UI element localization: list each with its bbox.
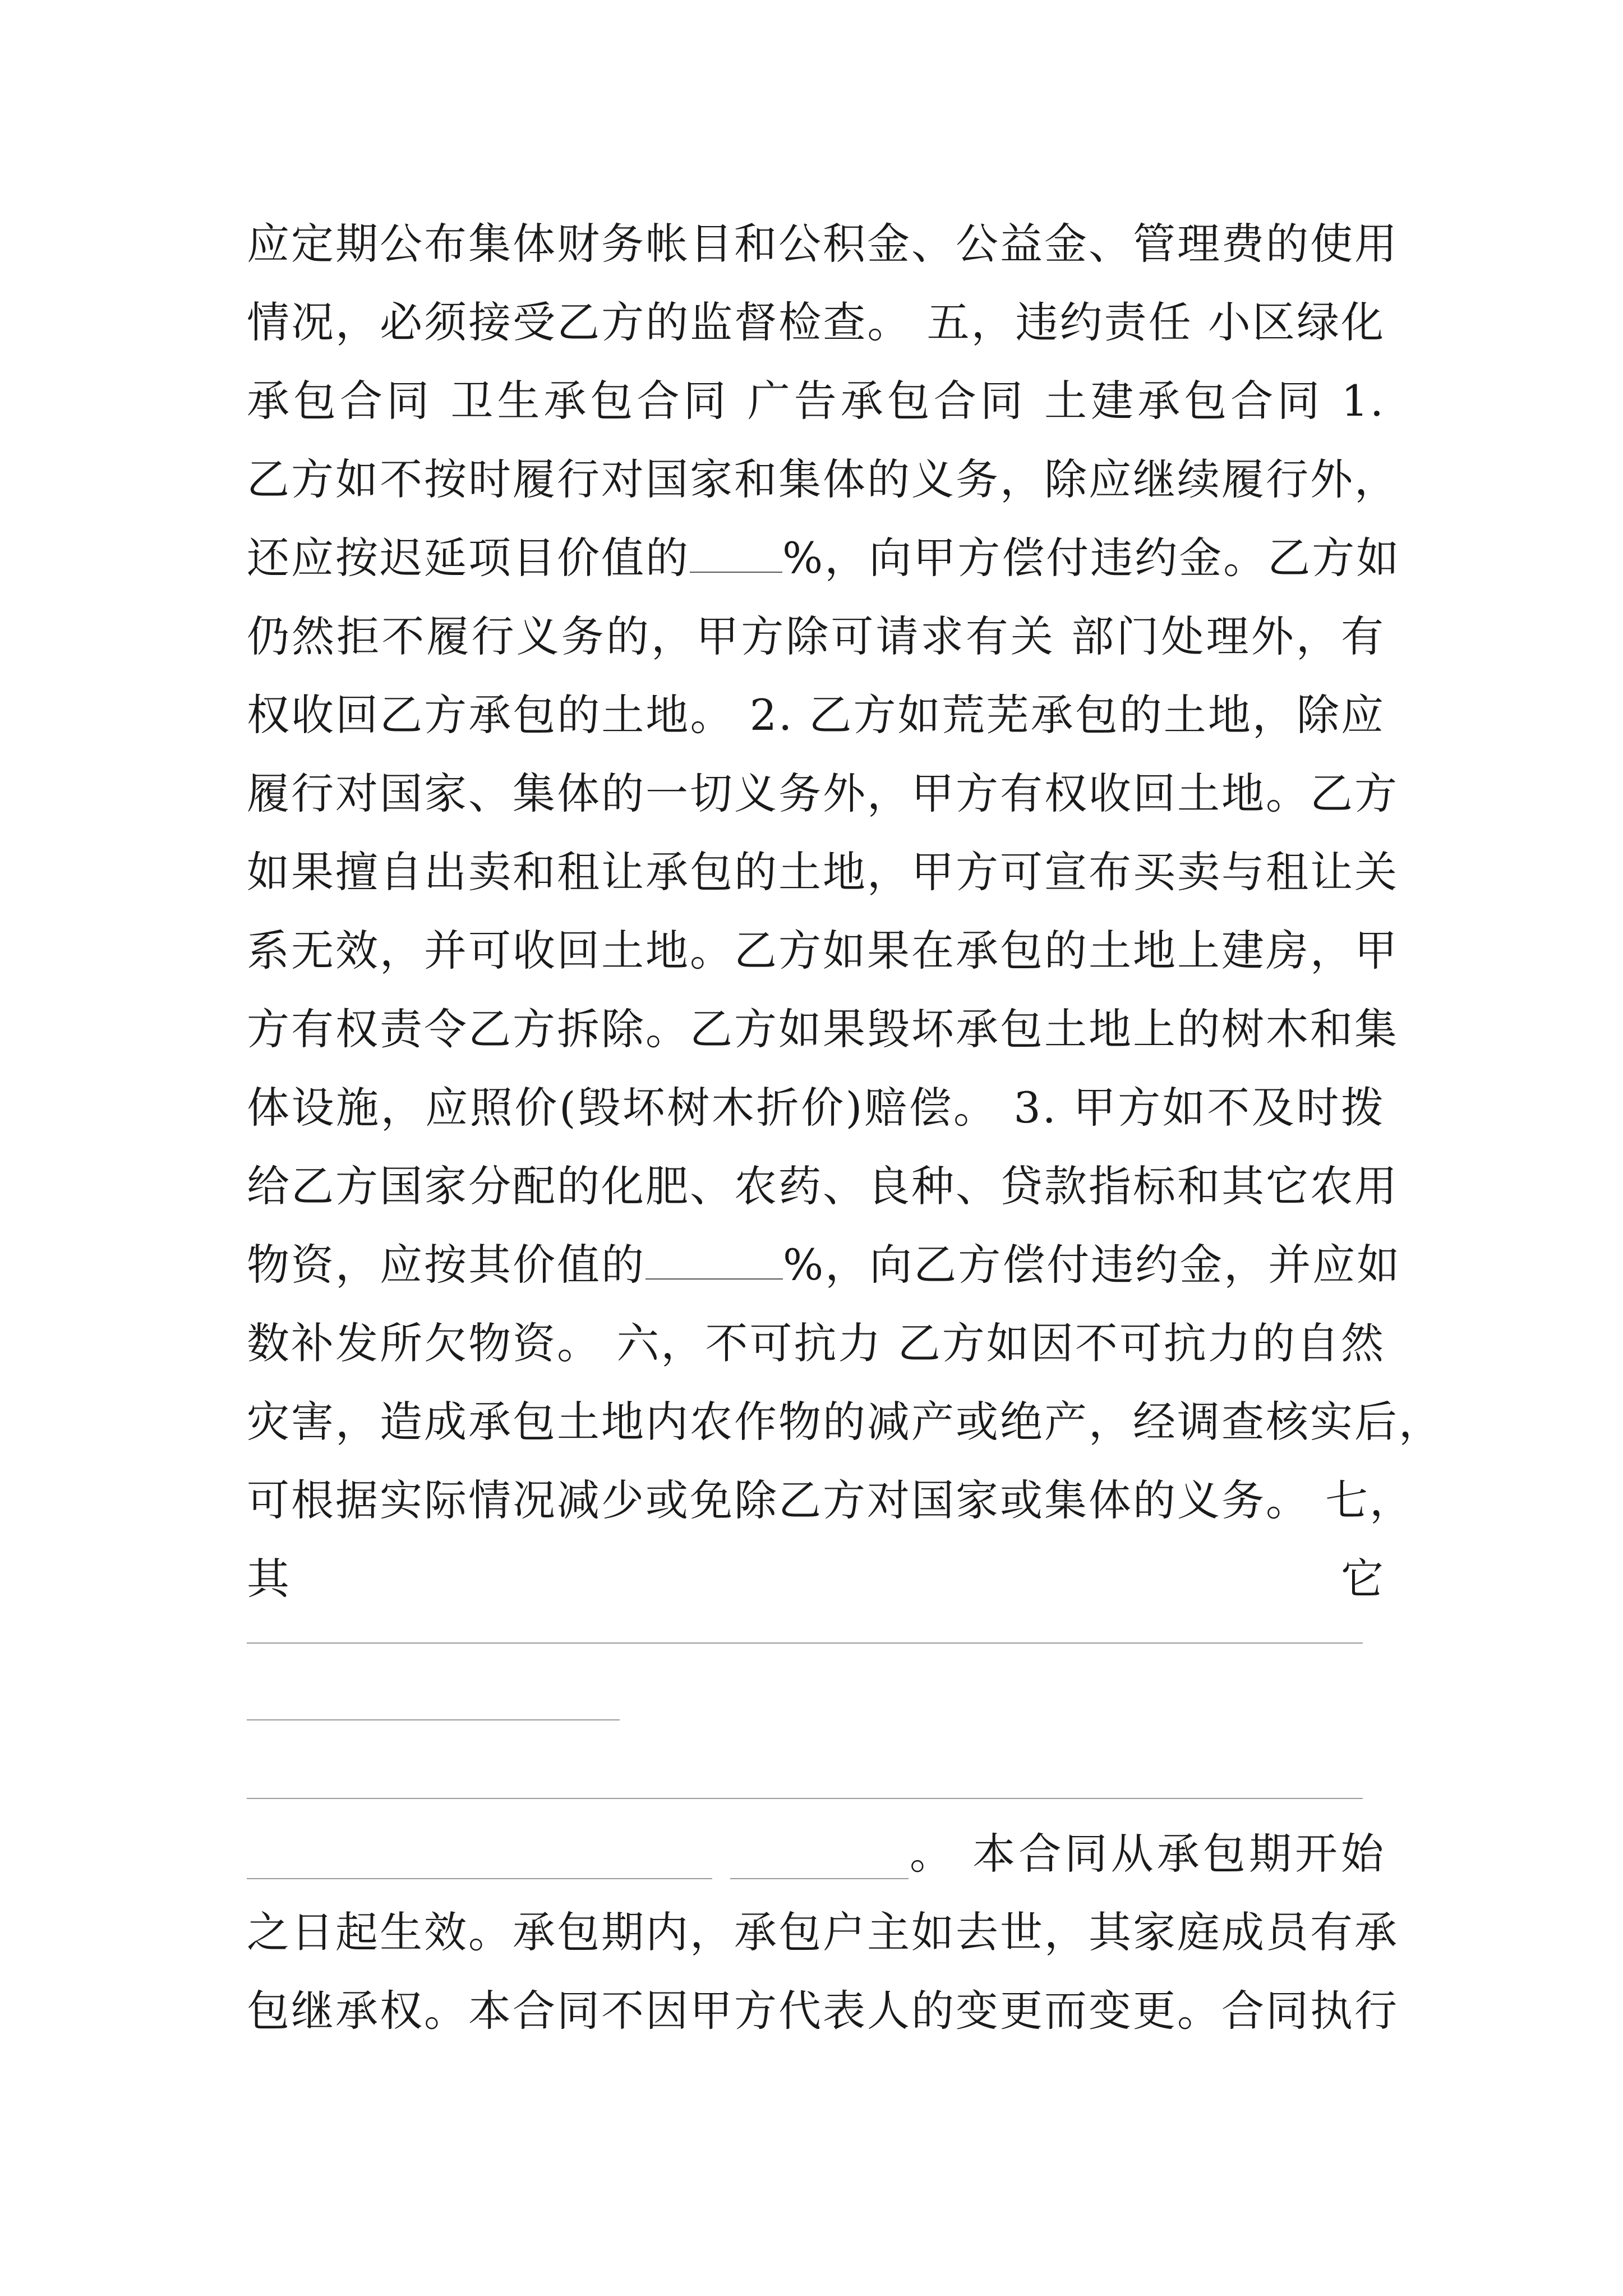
text-segment: 还应按迟延项目价值的 (247, 533, 690, 583)
fill-in-line (730, 1878, 909, 1879)
text-segment: %，向乙方偿付违约金，并应如 (783, 1240, 1401, 1290)
text-segment: 其 (247, 1554, 291, 1604)
text-line: 方有权责令乙方拆除。乙方如果毁坏承包土地上的树木和集 (247, 1004, 1399, 1054)
fill-in-line (247, 1719, 620, 1720)
text-line: 如果擅自出卖和租让承包的土地，甲方可宣布买卖与租让关 (247, 847, 1399, 897)
text-line: 。 本合同从承包期开始 (910, 1829, 1385, 1879)
text-line: 包继承权。本合同不因甲方代表人的变更而变更。合同执行 (247, 1986, 1399, 2036)
fill-in-line (247, 1798, 1363, 1799)
text-line: 之日起生效。承包期内，承包户主如去世，其家庭成员有承 (247, 1907, 1399, 1957)
text-segment: 物资，应按其价值的 (247, 1240, 645, 1290)
text-line: 灾害，造成承包土地内农作物的减产或绝产，经调查核实后， (247, 1397, 1443, 1447)
text-line: 权收回乙方承包的土地。 2. 乙方如荒芜承包的土地，除应 (247, 690, 1385, 740)
text-segment: 它 (1341, 1554, 1385, 1604)
fill-in-blank (645, 1267, 783, 1280)
text-line: 应定期公布集体财务帐目和公积金、公益金、管理费的使用 (247, 219, 1399, 269)
text-line (247, 1226, 1401, 1304)
fill-in-blank (690, 560, 782, 573)
text-line: 履行对国家、集体的一切义务外，甲方有权收回土地。乙方 (247, 769, 1399, 818)
text-line (247, 1540, 1385, 1618)
text-line: 给乙方国家分配的化肥、农药、良种、贷款指标和其它农用 (247, 1161, 1399, 1211)
text-line: 数补发所欠物资。 六，不可抗力 乙方如因不可抗力的自然 (247, 1318, 1385, 1368)
text-line (247, 519, 1401, 597)
text-segment: %，向甲方偿付违约金。乙方如 (782, 533, 1401, 583)
fill-in-line (247, 1642, 1363, 1644)
text-line: 体设施，应照价(毁坏树木折价)赔偿。 3. 甲方如不及时拨 (247, 1083, 1385, 1133)
text-line: 情况，必须接受乙方的监督检查。 五，违约责任 小区绿化 (247, 297, 1385, 347)
fill-in-line (247, 1878, 712, 1879)
text-line: 承包合同 卫生承包合同 广告承包合同 土建承包合同 1. (247, 376, 1385, 426)
text-line: 系无效，并可收回土地。乙方如果在承包的土地上建房，甲 (247, 926, 1399, 976)
text-line: 仍然拒不履行义务的，甲方除可请求有关 部门处理外，有 (247, 611, 1385, 661)
text-line: 乙方如不按时履行对国家和集体的义务，除应继续履行外， (247, 454, 1399, 504)
text-line: 可根据实际情况减少或免除乙方对国家或集体的义务。 七， (247, 1475, 1414, 1525)
